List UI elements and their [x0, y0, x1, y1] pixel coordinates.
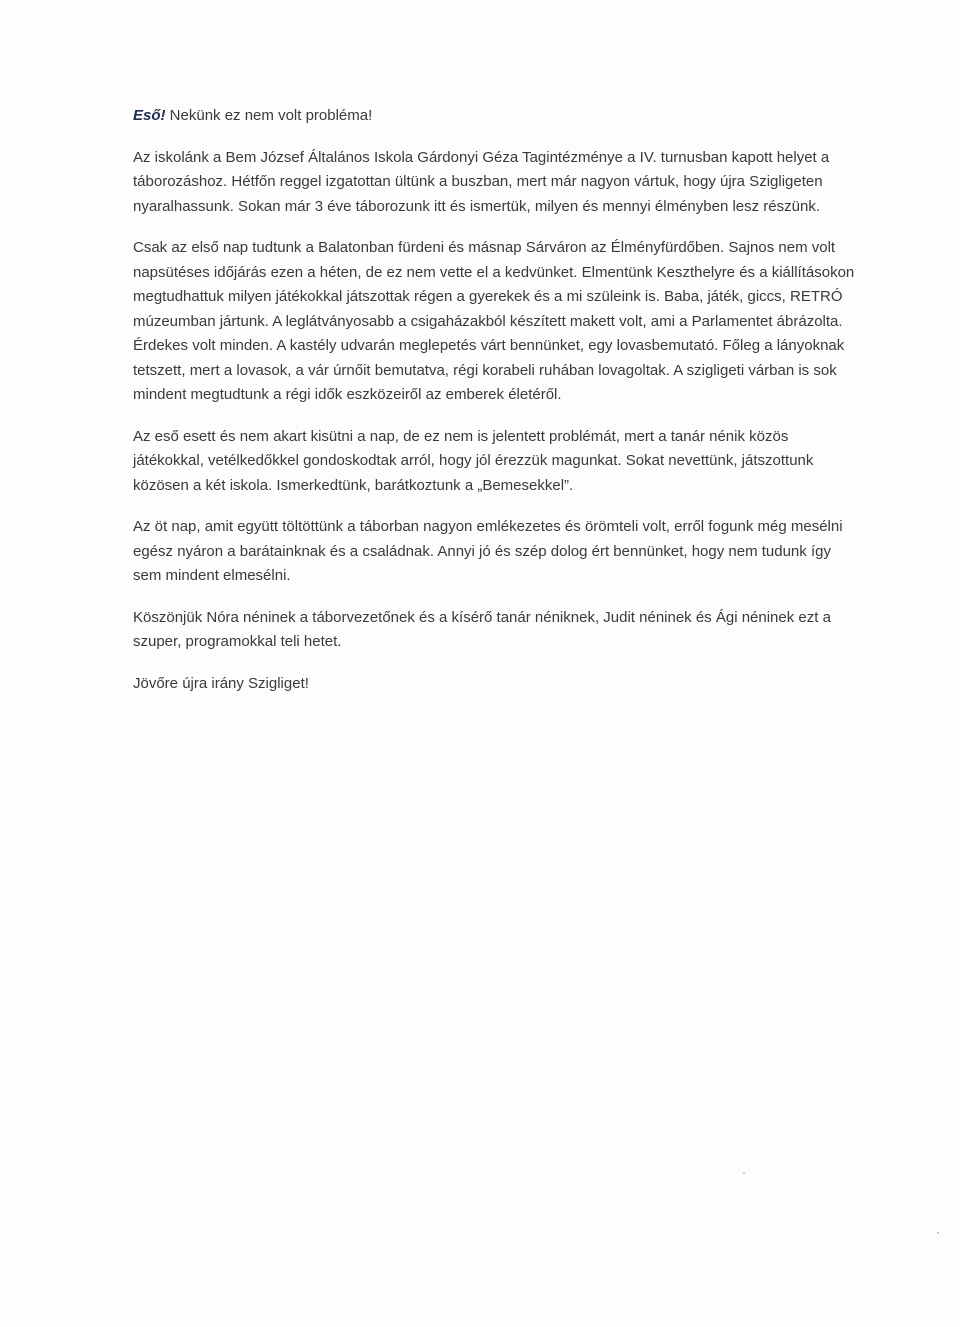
- closing-line: Jövőre újra irány Szigliget!: [133, 674, 309, 692]
- paragraph-school-arrival: Az iskolánk a Bem József Általános Iskola Gárdonyi Géza Tagintézménye a IV. turnusban kapott helyet a táborozáshoz. Hétfőn reggel izgatottan ültünk a buszban, mert már nagyon vártuk, hogy újra Szigligeten nyaralhassunk. Sokan már 3 éve táborozunk itt és ismertük, milyen és mennyi élményben lesz részünk.: [133, 148, 830, 215]
- document-body: [133, 104, 863, 696]
- scan-speck: [743, 1172, 745, 1174]
- title-emphasis: Eső!: [133, 107, 166, 124]
- paragraph-excursions: Csak az első nap tudtunk a Balatonban fürdeni és másnap Sárváron az Élményfürdőben. Sajnos nem volt napsütéses időjárás ezen a héten, de ez nem vette el a kedvünket. Elmentünk Keszthelyre és a kiállításokon megtudhattuk milyen játékokkal játszottak régen a gyerekek és a mi szüleink is. Baba, játék, giccs, RETRÓ múzeumban jártunk. A leglátványosabb a csigaházakból készített makett volt, ami a Parlamentet ábrázolta. Érdekes volt minden. A kastély udvarán meglepetés várt bennünket, egy lovasbemutató. Főleg a lányoknak tetszett, mert a lovasok, a vár úrnőit bemutatva, régi korabeli ruhában lovagoltak. A szigligeti várban is sok mindent megtudtunk a régi idők eszközeiről az emberek életéről.: [133, 239, 855, 403]
- document-title: [133, 104, 863, 129]
- scan-speck: [937, 1232, 939, 1234]
- paragraph-rainy-games: Az eső esett és nem akart kisütni a nap, de ez nem is jelentett problémát, mert a tanár nénik közös játékokkal, vetélkedőkkel gondoskodtak arról, hogy jól érezzük magunkat. Sokat nevettünk, játszottunk közösen a két iskola. Ismerkedtünk, barátkoztunk a „Bemesekkel”.: [133, 427, 814, 494]
- paragraph-thanks: Köszönjük Nóra néninek a táborvezetőnek és a kísérő tanár néniknek, Judit néninek és Ági néninek ezt a szuper, programokkal teli hetet.: [133, 608, 831, 650]
- paragraph-memories: Az öt nap, amit együtt töltöttünk a táborban nagyon emlékezetes és örömteli volt, erről fogunk még mesélni egész nyáron a barátainknak és a családnak. Annyi jó és szép dolog ért bennünket, hogy nem tudunk így sem mindent elmesélni.: [133, 518, 843, 584]
- title-rest: Nekünk ez nem volt probléma!: [165, 107, 373, 124]
